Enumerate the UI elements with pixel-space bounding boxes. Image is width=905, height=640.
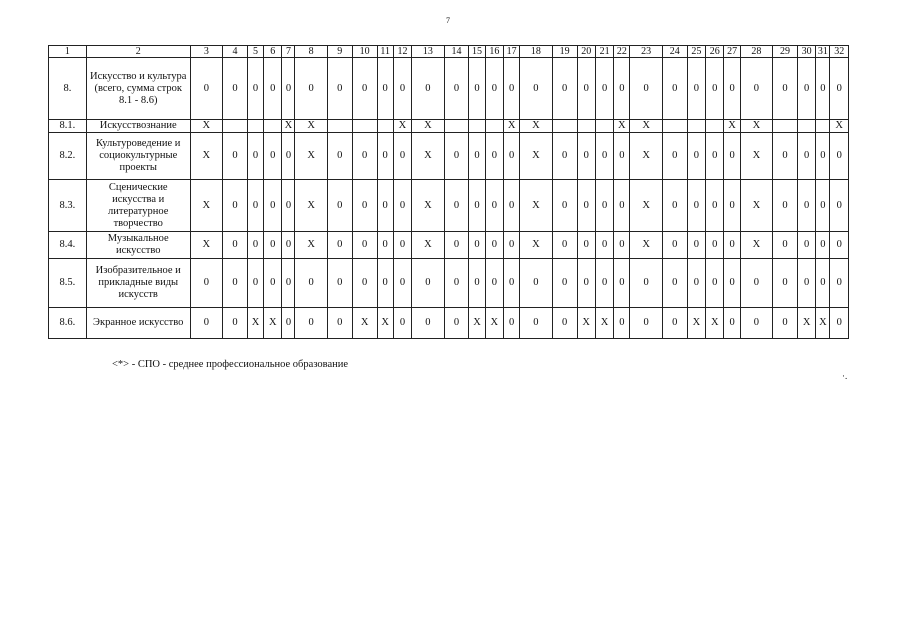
table-cell: 0 [773, 58, 798, 120]
table-cell: 0 [223, 308, 248, 339]
table-cell: Х [282, 120, 295, 133]
header-cell: 30 [797, 46, 815, 58]
table-cell: 0 [740, 308, 772, 339]
statistics-table [48, 45, 849, 339]
table-cell: 0 [377, 232, 393, 259]
table-cell: Х [740, 232, 772, 259]
table-cell: 0 [282, 180, 295, 232]
table-cell: 0 [412, 259, 444, 308]
table-cell [577, 120, 595, 133]
header-cell: 16 [485, 46, 503, 58]
table-cell: 0 [687, 259, 705, 308]
row-number: 8.6. [49, 308, 87, 339]
header-cell: 27 [724, 46, 740, 58]
table-cell: 0 [773, 308, 798, 339]
table-cell: 0 [223, 58, 248, 120]
table-cell: 0 [352, 180, 377, 232]
table-cell: 0 [577, 133, 595, 180]
table-cell: Х [412, 120, 444, 133]
table-cell: 0 [327, 133, 352, 180]
header-cell: 23 [630, 46, 662, 58]
table-cell: Х [295, 232, 327, 259]
header-cell: 6 [264, 46, 282, 58]
table-cell: 0 [485, 180, 503, 232]
table-cell: 0 [724, 308, 740, 339]
table-cell: 0 [393, 133, 411, 180]
table-cell: 0 [577, 259, 595, 308]
table-cell: Х [630, 232, 662, 259]
table-header-row [49, 46, 849, 58]
table-cell: 0 [504, 133, 520, 180]
table-cell: 0 [662, 58, 687, 120]
table-cell: 0 [614, 232, 630, 259]
table-cell: 0 [223, 180, 248, 232]
header-cell: 29 [773, 46, 798, 58]
table-cell: Х [520, 180, 552, 232]
table-cell: Х [469, 308, 485, 339]
table-cell: Х [295, 120, 327, 133]
row-number: 8.1. [49, 120, 87, 133]
table-cell: 0 [327, 180, 352, 232]
table-cell: 0 [485, 232, 503, 259]
corner-mark: ·. [842, 371, 848, 381]
table-cell: 0 [412, 308, 444, 339]
table-cell: 0 [830, 259, 849, 308]
table-cell: 0 [444, 308, 469, 339]
table-cell: 0 [190, 308, 222, 339]
table-cell: 0 [327, 259, 352, 308]
header-cell: 19 [552, 46, 577, 58]
header-cell: 31 [816, 46, 830, 58]
table-cell: 0 [352, 232, 377, 259]
header-cell: 18 [520, 46, 552, 58]
table-cell: 0 [773, 232, 798, 259]
table-cell: 0 [662, 133, 687, 180]
row-name: Музыкальное искусство [86, 232, 190, 259]
table-cell: 0 [595, 58, 613, 120]
header-cell: 9 [327, 46, 352, 58]
table-cell: Х [295, 180, 327, 232]
table-cell: Х [377, 308, 393, 339]
table-cell: 0 [504, 259, 520, 308]
table-cell: 0 [816, 232, 830, 259]
table-row [49, 232, 849, 259]
table-cell: 0 [393, 259, 411, 308]
table-cell: 0 [223, 232, 248, 259]
row-name: Культуроведение и социокультурные проекты [86, 133, 190, 180]
row-number: 8.4. [49, 232, 87, 259]
table-cell: Х [412, 180, 444, 232]
table-cell: Х [504, 120, 520, 133]
table-cell: 0 [724, 180, 740, 232]
table-row [49, 259, 849, 308]
table-cell: Х [595, 308, 613, 339]
table-cell: Х [687, 308, 705, 339]
table-cell: 0 [393, 58, 411, 120]
table-cell: Х [393, 120, 411, 133]
table-cell: 0 [552, 232, 577, 259]
table-cell: 0 [630, 308, 662, 339]
header-cell: 2 [86, 46, 190, 58]
table-row [49, 308, 849, 339]
table-cell: 0 [687, 180, 705, 232]
table-cell: 0 [264, 58, 282, 120]
table-cell: 0 [614, 133, 630, 180]
table-cell: 0 [282, 308, 295, 339]
row-name: Искусство и культура (всего, сумма строк 8.1 - 8.6) [86, 58, 190, 120]
table-cell: 0 [830, 58, 849, 120]
table-cell: 0 [444, 58, 469, 120]
table-cell: Х [630, 180, 662, 232]
table-cell: 0 [830, 133, 849, 180]
table-cell: 0 [520, 308, 552, 339]
table-cell [773, 120, 798, 133]
table-cell: 0 [295, 308, 327, 339]
table-cell: 0 [485, 58, 503, 120]
header-cell: 5 [247, 46, 263, 58]
table-cell: 0 [706, 259, 724, 308]
table-cell: 0 [504, 180, 520, 232]
table-cell: 0 [190, 259, 222, 308]
table-cell: Х [706, 308, 724, 339]
table-cell: 0 [444, 133, 469, 180]
table-cell: 0 [614, 58, 630, 120]
header-cell: 24 [662, 46, 687, 58]
table-cell: 0 [552, 133, 577, 180]
table-cell: 0 [595, 180, 613, 232]
table-cell: Х [190, 180, 222, 232]
table-cell: Х [412, 133, 444, 180]
table-cell: 0 [504, 232, 520, 259]
row-name: Изобразительное и прикладные виды искусств [86, 259, 190, 308]
table-cell: 0 [327, 58, 352, 120]
table-cell: 0 [377, 180, 393, 232]
table-body [49, 46, 849, 339]
header-cell: 8 [295, 46, 327, 58]
table-cell: 0 [577, 58, 595, 120]
table-cell: 0 [444, 259, 469, 308]
table-cell: 0 [773, 133, 798, 180]
table-cell: 0 [595, 133, 613, 180]
row-name: Искусствознание [86, 120, 190, 133]
table-cell: 0 [282, 58, 295, 120]
table-cell: 0 [687, 133, 705, 180]
table-cell: 0 [595, 259, 613, 308]
table-cell: 0 [830, 308, 849, 339]
table-cell: Х [412, 232, 444, 259]
header-cell: 3 [190, 46, 222, 58]
table-row [49, 180, 849, 232]
table-cell [444, 120, 469, 133]
table-cell [264, 120, 282, 133]
table-cell: Х [190, 120, 222, 133]
table-cell: 0 [520, 58, 552, 120]
table-cell: 0 [797, 232, 815, 259]
table-cell: 0 [816, 133, 830, 180]
table-cell: 0 [816, 180, 830, 232]
table-cell: 0 [223, 133, 248, 180]
row-number: 8.3. [49, 180, 87, 232]
table-cell [552, 120, 577, 133]
table-cell: 0 [444, 180, 469, 232]
table-cell: Х [190, 133, 222, 180]
table-cell [662, 120, 687, 133]
table-cell: Х [577, 308, 595, 339]
table-cell: 0 [662, 308, 687, 339]
table-cell: 0 [295, 58, 327, 120]
table-cell: 0 [469, 58, 485, 120]
table-cell: 0 [247, 180, 263, 232]
table-cell: Х [520, 133, 552, 180]
table-row [49, 133, 849, 180]
table-cell: 0 [377, 133, 393, 180]
table-cell [327, 120, 352, 133]
table-cell: 0 [740, 58, 772, 120]
table-cell: 0 [577, 180, 595, 232]
row-number: 8.5. [49, 259, 87, 308]
header-cell: 22 [614, 46, 630, 58]
table-cell: 0 [327, 308, 352, 339]
table-cell: 0 [630, 58, 662, 120]
table-cell [352, 120, 377, 133]
table-cell: 0 [485, 259, 503, 308]
table-cell: Х [295, 133, 327, 180]
table-cell: 0 [352, 259, 377, 308]
table-cell [485, 120, 503, 133]
table-cell: Х [630, 120, 662, 133]
table-cell: 0 [552, 58, 577, 120]
table-cell [687, 120, 705, 133]
table-cell: 0 [393, 308, 411, 339]
table-cell: 0 [797, 259, 815, 308]
table-cell: 0 [247, 133, 263, 180]
table-cell [469, 120, 485, 133]
header-cell: 12 [393, 46, 411, 58]
table-cell: Х [520, 232, 552, 259]
header-cell: 11 [377, 46, 393, 58]
table-cell: 0 [223, 259, 248, 308]
table-cell: 0 [630, 259, 662, 308]
table-cell: 0 [595, 232, 613, 259]
header-cell: 13 [412, 46, 444, 58]
table-cell: 0 [830, 180, 849, 232]
header-cell: 28 [740, 46, 772, 58]
table-cell: Х [247, 308, 263, 339]
table-cell: 0 [773, 180, 798, 232]
table-cell: 0 [247, 232, 263, 259]
table-cell: Х [352, 308, 377, 339]
table-cell: 0 [247, 259, 263, 308]
table-cell: Х [724, 120, 740, 133]
table-cell: 0 [377, 259, 393, 308]
table-cell: 0 [282, 232, 295, 259]
row-name: Сценические искусства и литературное творчество [86, 180, 190, 232]
table-cell: 0 [412, 58, 444, 120]
header-cell: 26 [706, 46, 724, 58]
footnote: <*> - СПО - среднее профессиональное образование [112, 359, 349, 370]
table-cell: 0 [614, 259, 630, 308]
table-cell: 0 [247, 58, 263, 120]
table-cell: 0 [797, 180, 815, 232]
table-cell [223, 120, 248, 133]
table-cell: 0 [773, 259, 798, 308]
table-cell: Х [830, 120, 849, 133]
header-cell: 7 [282, 46, 295, 58]
table-cell [706, 120, 724, 133]
table-cell: 0 [706, 133, 724, 180]
table-cell: 0 [706, 58, 724, 120]
table-cell [595, 120, 613, 133]
header-cell: 32 [830, 46, 849, 58]
table-cell: 0 [393, 180, 411, 232]
table-cell: 0 [662, 180, 687, 232]
table-cell: 0 [816, 58, 830, 120]
table-cell: 0 [264, 259, 282, 308]
table-cell: Х [614, 120, 630, 133]
table-cell: 0 [614, 308, 630, 339]
table-cell: 0 [724, 259, 740, 308]
header-cell: 17 [504, 46, 520, 58]
table-cell: 0 [577, 232, 595, 259]
table-cell: Х [485, 308, 503, 339]
table-cell [797, 120, 815, 133]
table-cell: 0 [282, 133, 295, 180]
table-cell: 0 [797, 58, 815, 120]
table-cell: 0 [469, 133, 485, 180]
header-cell: 25 [687, 46, 705, 58]
table-cell: 0 [485, 133, 503, 180]
table-cell: 0 [724, 133, 740, 180]
table-cell: 0 [614, 180, 630, 232]
table-cell: 0 [687, 232, 705, 259]
table-cell: 0 [352, 133, 377, 180]
table-cell: 0 [469, 259, 485, 308]
header-cell: 10 [352, 46, 377, 58]
table-cell: 0 [724, 232, 740, 259]
table-cell: 0 [830, 232, 849, 259]
table-cell: 0 [377, 58, 393, 120]
table-cell: 0 [687, 58, 705, 120]
table-cell: 0 [552, 308, 577, 339]
header-cell: 21 [595, 46, 613, 58]
table-cell: 0 [444, 232, 469, 259]
table-cell: Х [190, 232, 222, 259]
table-cell: 0 [327, 232, 352, 259]
table-cell: Х [740, 180, 772, 232]
table-cell: Х [816, 308, 830, 339]
table-cell: Х [520, 120, 552, 133]
table-cell: 0 [504, 308, 520, 339]
table-cell: 0 [190, 58, 222, 120]
header-cell: 4 [223, 46, 248, 58]
table-cell: 0 [816, 259, 830, 308]
row-name: Экранное искусство [86, 308, 190, 339]
row-number: 8. [49, 58, 87, 120]
table-cell [816, 120, 830, 133]
table-cell: 0 [552, 259, 577, 308]
table-cell: Х [740, 133, 772, 180]
table-cell: 0 [706, 180, 724, 232]
table-row [49, 58, 849, 120]
table-cell: 0 [520, 259, 552, 308]
table-cell: Х [264, 308, 282, 339]
header-cell: 20 [577, 46, 595, 58]
table-cell: 0 [469, 232, 485, 259]
table-cell: Х [630, 133, 662, 180]
row-number: 8.2. [49, 133, 87, 180]
page-number: 7 [446, 16, 450, 25]
table-cell: 0 [797, 133, 815, 180]
table-cell: 0 [740, 259, 772, 308]
table-cell: 0 [724, 58, 740, 120]
table-cell: Х [740, 120, 772, 133]
table-row [49, 120, 849, 133]
table-cell: 0 [264, 180, 282, 232]
table-cell: 0 [662, 232, 687, 259]
table-cell: 0 [393, 232, 411, 259]
table-cell: 0 [295, 259, 327, 308]
table-cell: 0 [552, 180, 577, 232]
table-cell [247, 120, 263, 133]
table-cell: 0 [469, 180, 485, 232]
table-cell: 0 [282, 259, 295, 308]
table-cell: 0 [264, 232, 282, 259]
header-cell: 14 [444, 46, 469, 58]
header-cell: 15 [469, 46, 485, 58]
table-cell [377, 120, 393, 133]
table-cell: 0 [706, 232, 724, 259]
table-cell: Х [797, 308, 815, 339]
table-cell: 0 [264, 133, 282, 180]
header-cell: 1 [49, 46, 87, 58]
table-cell: 0 [504, 58, 520, 120]
table-cell: 0 [352, 58, 377, 120]
table-cell: 0 [662, 259, 687, 308]
